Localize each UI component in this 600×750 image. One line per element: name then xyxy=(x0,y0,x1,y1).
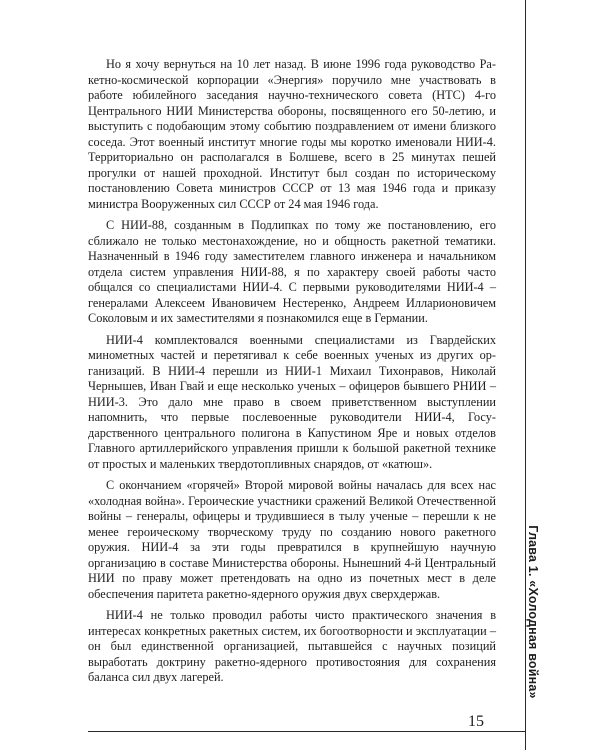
footer-rule xyxy=(88,731,525,732)
paragraph-1: Но я хочу вернуться на 10 лет назад. В июне 1996 года руководство Ракетно-космической корпорации «Энергия» поручило мне участвовать в работе юбилейного заседания научно-технического совета (НТС) 4-го Центрального НИИ Министерства обороны, посвященного его 50-летию, и выступить с подобающим этому событию поздравлением от имени близкого соседа. Этот военный институт многие годы мы коротко именовали НИИ-4. Территориально он располагался в Болшеве, всего в 25 минутах пешей прогулки от нашей проходной. Институт был создан по историческому постановлению Совета министров СССР от 13 мая 1946 года и приказу министра Вооруженных сил СССР от 24 мая 1946 года. xyxy=(88,57,496,211)
paragraph-4: С окончанием «горячей» Второй мировой войны началась для всех нас «холодная война». Героические участники сражений Великой Отечественной войны – генералы, офицеры и трудившиеся в тылу ученые – перешли к не менее героическому творческому труду по созданию нового ракетного оружия. НИИ-4 за эти годы превратился в крупнейшую научную организацию в составе Министерства обороны. Нынешний 4-й Центральный НИИ по праву может претендовать на одно из почетных мест в деле обеспечения паритета ракетно-ядерного оружия двух сверхдержав. xyxy=(88,478,496,601)
chapter-running-title: Глава 1. «Холодная война» xyxy=(526,525,540,699)
body-text xyxy=(88,57,496,686)
paragraph-2: С НИИ-88, созданным в Подлипках по тому же постановлению, его сближало не только местонахождение, но и общность ракетной тематики. Назначенный в 1946 году заместителем главного инженера и начальником отдела систем управления НИИ-88, я по характеру своей работы часто общался со специалистами НИИ-4. С первыми руководителями НИИ-4 – генералами Алексеем Ивановичем Нестеренко, Андреем Илларионовичем Соколовым и их заместителями я познакомился еще в Германии. xyxy=(88,218,496,325)
page-number: 15 xyxy=(468,713,484,730)
paragraph-3: НИИ-4 комплектовался военными специалистами из Гвардейских минометных частей и перетягивал к себе военных ученых из других организаций. В НИИ-4 перешли из НИИ-1 Михаил Тихонравов, Николай Чернышев, Иван Гвай и еще несколько ученых – офицеров бывшего РНИИ – НИИ-3. Это дало мне право в своем приветственном выступлении напомнить, что первые послевоенные руководители НИИ-4, Государственного центрального полигона в Капустином Яре и новых отделов Главного артиллерийского управления пришли к большой ракетной технике от простых и маленьких твердотопливных снарядов, от «катюш». xyxy=(88,332,496,471)
paragraph-5: НИИ-4 не только проводил работы чисто практического значения в интересах конкретных ракетных систем, их богоотворности и эксплуатации – он был единственной организацией, пытавшейся с научных позиций выработать доктрину ракетно-ядерного противостояния для сохранения баланса сил двух лагерей. xyxy=(88,608,496,684)
